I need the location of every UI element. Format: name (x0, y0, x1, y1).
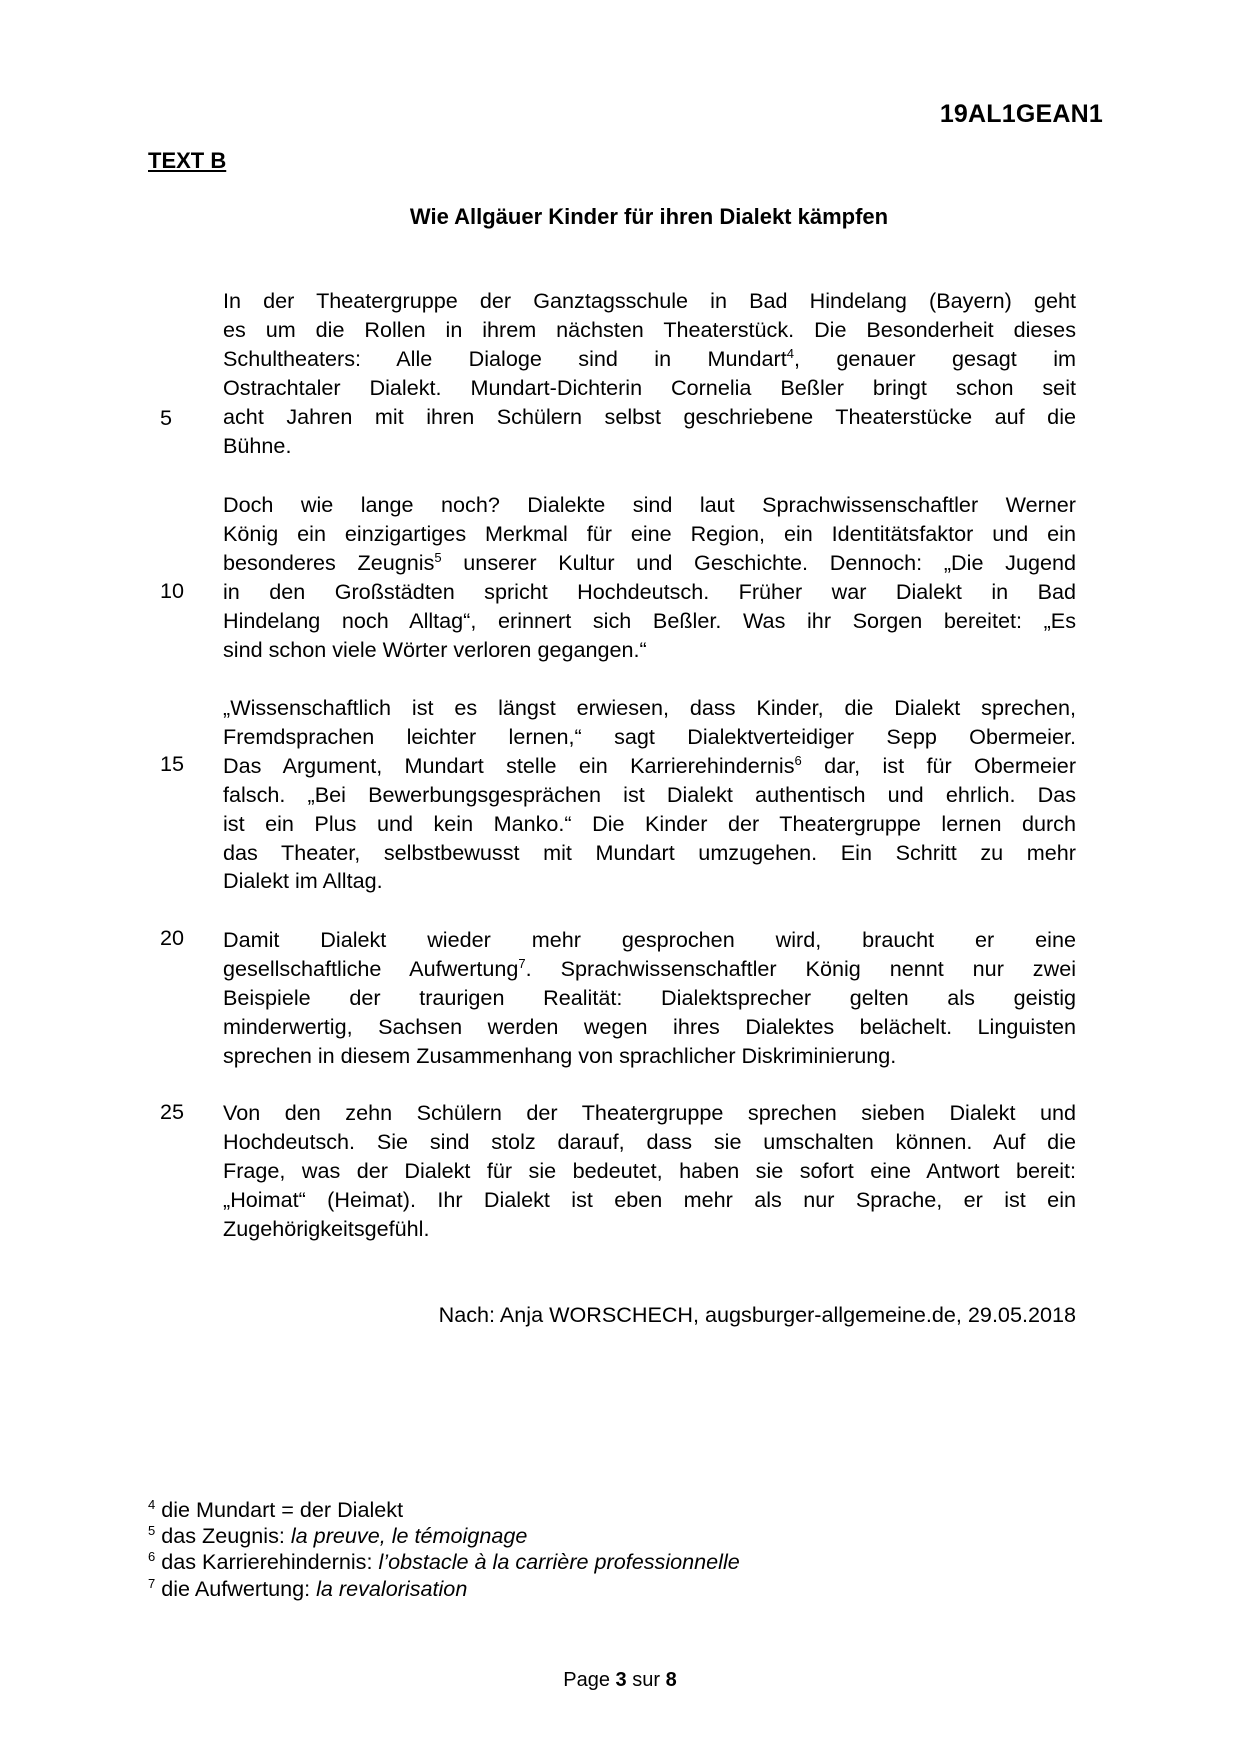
text-line: acht Jahren mit ihren Schülern selbst geschriebene Theaterstücke auf die (223, 403, 1076, 429)
footnote: $^7$ die Aufwertung: la revalorisation (148, 1575, 468, 1601)
footnote-number: 5 (148, 1523, 156, 1539)
text-line: Frage, was der Dialekt für sie bedeutet, haben sie sofort eine Antwort bereit: (223, 1157, 1076, 1183)
footnote: $^6$ das Karrierehindernis: l’obstacle à la carrière professionnelle (148, 1549, 740, 1575)
section-label: TEXT B (148, 148, 227, 173)
text-line: Von den zehn Schülern der Theatergruppe sprechen sieben Dialekt und (223, 1100, 1076, 1125)
paragraph (223, 287, 1076, 460)
article-title (0, 204, 1240, 230)
text-line: sprechen in diesem Zusammenhang von sprachlicher Diskriminierung. (223, 1042, 897, 1068)
text-line: Hindelang noch Alltag“, erinnert sich Beßler. Was ihr Sorgen bereitet: „Es (223, 607, 1076, 633)
text-line: Hochdeutsch. Sie sind stolz darauf, dass sie umschalten können. Auf die (223, 1128, 1076, 1154)
footnote-translation: l’obstacle à la carrière professionnelle (378, 1549, 740, 1575)
text-line: Dialekt im Alltag. (223, 868, 383, 894)
paragraph (223, 491, 1076, 664)
article-title-text: Wie Allgäuer Kinder für ihren Dialekt kämpfen (409, 204, 889, 229)
line-number: 20 (160, 925, 185, 950)
footnotes (148, 1497, 740, 1602)
text-line: in den Großstädten spricht Hochdeutsch. Früher war Dialekt in Bad (223, 578, 1076, 604)
text-line: minderwertig, Sachsen werden wegen ihres Dialektes belächelt. Linguisten (223, 1013, 1076, 1039)
footnote-translation: la preuve, le témoignage (290, 1523, 528, 1549)
text-line: sind schon viele Wörter verloren gegangen.“ (223, 636, 647, 662)
text-line: Damit Dialekt wieder mehr gesprochen wird, braucht er eine (223, 927, 1076, 952)
text-line: In der Theatergruppe der Ganztagsschule in Bad Hindelang (Bayern) geht (223, 288, 1076, 313)
line-number: 15 (160, 751, 185, 776)
text-line: gesellschaftliche Aufwertung$^7$. Sprachwissenschaftler König nennt nur zwei (223, 955, 1077, 981)
footnote-number: 4 (148, 1496, 156, 1512)
text-line: besonderes Zeugnis$^5$ unserer Kultur und Geschichte. Dennoch: „Die Jugend (223, 549, 1076, 575)
line-number: 5 (160, 405, 173, 430)
page-total: 8 (665, 1669, 677, 1691)
document-code: 19AL1GEAN1 (939, 100, 1103, 128)
footnote-ref: 4 (786, 345, 794, 361)
line-number: 25 (160, 1099, 185, 1124)
text-line: Bühne. (223, 432, 292, 458)
footnote-number: 7 (148, 1575, 156, 1591)
page-current: 3 (615, 1669, 627, 1691)
paragraph (223, 694, 1076, 896)
footnote-ref: 7 (518, 955, 526, 971)
footnote-ref: 5 (434, 549, 442, 565)
text-line: König ein einzigartiges Merkmal für eine Region, ein Identitätsfaktor und ein (223, 520, 1076, 546)
footnote-number: 6 (148, 1549, 156, 1565)
text-line: falsch. „Bei Bewerbungsgesprächen ist Dialekt authentisch und ehrlich. Das (223, 781, 1076, 807)
page-word: Page (563, 1669, 610, 1691)
text-line: ist ein Plus und kein Manko.“ Die Kinder der Theatergruppe lernen durch (223, 810, 1076, 836)
text-line: „Hoimat“ (Heimat). Ihr Dialekt ist eben mehr als nur Sprache, er ist ein (223, 1186, 1076, 1212)
footnote: $^4$ die Mundart = der Dialekt (148, 1496, 404, 1522)
text-line: Das Argument, Mundart stelle ein Karrierehindernis$^6$ dar, ist für Obermeier (223, 752, 1077, 778)
text-line: Beispiele der traurigen Realität: Dialektsprecher gelten als geistig (223, 984, 1076, 1010)
text-line: es um die Rollen in ihrem nächsten Theaterstück. Die Besonderheit dieses (223, 316, 1076, 342)
footnote: $^5$ das Zeugnis: la preuve, le témoignage (148, 1523, 528, 1549)
text-line: Zugehörigkeitsgefühl. (223, 1215, 430, 1241)
text-line: Doch wie lange noch? Dialekte sind laut Sprachwissenschaftler Werner (223, 492, 1076, 517)
text-line: Schultheaters: Alle Dialoge sind in Mundart$^4$, genauer gesagt im (223, 345, 1076, 371)
source-citation: Nach: Anja WORSCHECH, augsburger-allgemeine.de, 29.05.2018 (438, 1302, 1076, 1327)
text-line: „Wissenschaftlich ist es längst erwiesen, dass Kinder, die Dialekt sprechen, (223, 695, 1076, 720)
page-sep: sur (632, 1669, 661, 1691)
footnote-translation: la revalorisation (316, 1575, 468, 1601)
footnote-ref: 6 (794, 752, 802, 768)
page-number (0, 1669, 1240, 1692)
text-line: Ostrachtaler Dialekt. Mundart-Dichterin Cornelia Beßler bringt schon seit (223, 374, 1076, 400)
text-line: das Theater, selbstbewusst mit Mundart umzugehen. Ein Schritt zu mehr (223, 839, 1076, 865)
text-line: Fremdsprachen leichter lernen,“ sagt Dialektverteidiger Sepp Obermeier. (223, 723, 1076, 749)
paragraph (223, 926, 1076, 1071)
paragraph (223, 1099, 1076, 1244)
line-number: 10 (160, 578, 185, 603)
